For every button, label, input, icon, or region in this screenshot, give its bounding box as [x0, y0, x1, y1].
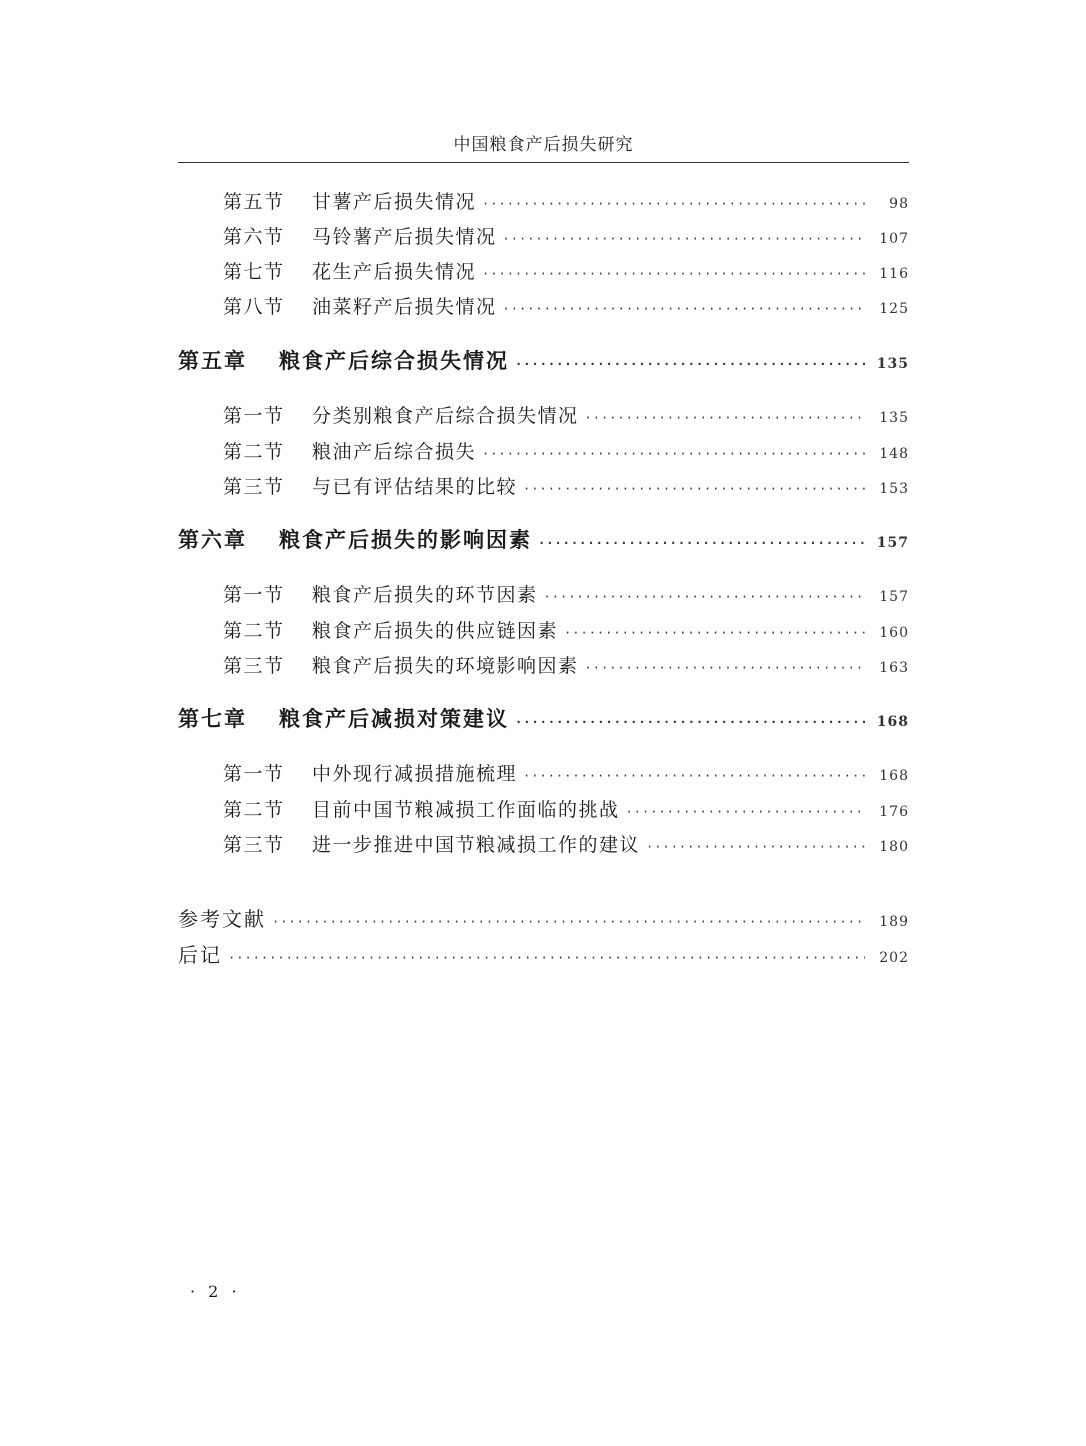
- dot-leader: [585, 661, 865, 675]
- page-number: 176: [879, 804, 909, 820]
- chapter-title: 粮食产后综合损失情况: [279, 349, 509, 373]
- dot-leader: [646, 840, 865, 854]
- section-number: 第八节: [223, 296, 285, 318]
- chapter-number: 第五章: [178, 349, 247, 373]
- section-number: 第六节: [223, 226, 285, 248]
- section-title: 中外现行减损措施梳理: [312, 763, 518, 785]
- section-title: 粮食产后损失的环节因素: [312, 584, 538, 606]
- page-number: 135: [879, 410, 909, 426]
- page-number: 148: [879, 446, 909, 462]
- section-title: 油菜籽产后损失情况: [312, 296, 497, 318]
- dot-leader: [503, 302, 865, 316]
- section-number: 第二节: [223, 620, 285, 642]
- page-number: 125: [879, 301, 909, 317]
- toc-section-entry[interactable]: [223, 616, 909, 642]
- page-number: 202: [879, 950, 909, 966]
- dot-leader: [228, 951, 865, 965]
- page-number: 107: [879, 231, 909, 247]
- toc-section-entry[interactable]: [223, 472, 909, 498]
- running-header: 中国粮食产后损失研究: [453, 135, 634, 155]
- toc-section-entry[interactable]: [223, 257, 909, 283]
- chapter-number: 第六章: [178, 528, 247, 552]
- section-number: 第七节: [223, 261, 285, 283]
- toc-chapter-entry[interactable]: [178, 345, 909, 375]
- section-number: 第五节: [223, 191, 285, 213]
- section-number: 第三节: [223, 476, 285, 498]
- section-title: 甘薯产后损失情况: [312, 191, 477, 213]
- section-title: 粮油产后综合损失: [312, 441, 477, 463]
- toc-section-entry[interactable]: [223, 580, 909, 606]
- back-matter-title: 参考文献: [178, 907, 266, 931]
- page-number: 116: [879, 266, 909, 282]
- toc-section-entry[interactable]: [223, 795, 909, 821]
- dot-leader: [272, 915, 865, 929]
- section-title: 马铃薯产后损失情况: [312, 226, 497, 248]
- section-title: 与已有评估结果的比较: [312, 476, 518, 498]
- dot-leader: [515, 357, 865, 371]
- section-number: 第一节: [223, 763, 285, 785]
- dot-leader: [515, 715, 865, 729]
- toc-section-entry[interactable]: [223, 222, 909, 248]
- page-number: 157: [879, 589, 909, 605]
- dot-leader: [503, 232, 865, 246]
- toc-chapter-entry[interactable]: [178, 703, 909, 733]
- page-number: 160: [879, 625, 909, 641]
- dot-leader: [523, 482, 865, 496]
- toc-section-entry[interactable]: [223, 401, 909, 427]
- section-number: 第一节: [223, 584, 285, 606]
- dot-leader: [482, 267, 865, 281]
- section-number: 第三节: [223, 834, 285, 856]
- page-number: 168: [879, 768, 909, 784]
- page-number: 153: [879, 481, 909, 497]
- section-number: 第二节: [223, 799, 285, 821]
- dot-leader: [523, 769, 865, 783]
- chapter-title: 粮食产后减损对策建议: [279, 707, 509, 731]
- section-title: 进一步推进中国节粮减损工作的建议: [312, 834, 641, 856]
- section-number: 第二节: [223, 441, 285, 463]
- page-number: 98: [889, 196, 909, 212]
- section-number: 第一节: [223, 405, 285, 427]
- section-title: 花生产后损失情况: [312, 261, 477, 283]
- section-number: 第三节: [223, 655, 285, 677]
- chapter-number: 第七章: [178, 707, 247, 731]
- dot-leader: [564, 626, 865, 640]
- header-rule: [178, 162, 909, 163]
- page-number: 163: [879, 660, 909, 676]
- toc-back-matter-entry[interactable]: [178, 903, 909, 929]
- toc-chapter-entry[interactable]: [178, 524, 909, 554]
- dot-leader: [482, 447, 865, 461]
- toc-section-entry[interactable]: [223, 759, 909, 785]
- section-title: 粮食产后损失的供应链因素: [312, 620, 559, 642]
- toc-back-matter-entry[interactable]: [178, 939, 909, 965]
- chapter-title: 粮食产后损失的影响因素: [279, 528, 532, 552]
- section-title: 目前中国节粮减损工作面临的挑战: [312, 799, 620, 821]
- page-number: 168: [876, 714, 909, 730]
- dot-leader: [626, 805, 865, 819]
- toc-section-entry[interactable]: [223, 187, 909, 213]
- page-number: 189: [879, 914, 909, 930]
- dot-leader: [544, 590, 865, 604]
- page-folio: · 2 ·: [190, 1282, 241, 1301]
- toc-section-entry[interactable]: [223, 292, 909, 318]
- page-number: 157: [876, 535, 909, 551]
- dot-leader: [538, 536, 865, 550]
- page-number: 135: [876, 356, 909, 372]
- back-matter-title: 后记: [178, 943, 222, 967]
- section-title: 分类别粮食产后综合损失情况: [312, 405, 579, 427]
- toc-section-entry[interactable]: [223, 830, 909, 856]
- dot-leader: [585, 411, 865, 425]
- toc-section-entry[interactable]: [223, 651, 909, 677]
- page-number: 180: [879, 839, 909, 855]
- section-title: 粮食产后损失的环境影响因素: [312, 655, 579, 677]
- toc-section-entry[interactable]: [223, 437, 909, 463]
- dot-leader: [482, 197, 865, 211]
